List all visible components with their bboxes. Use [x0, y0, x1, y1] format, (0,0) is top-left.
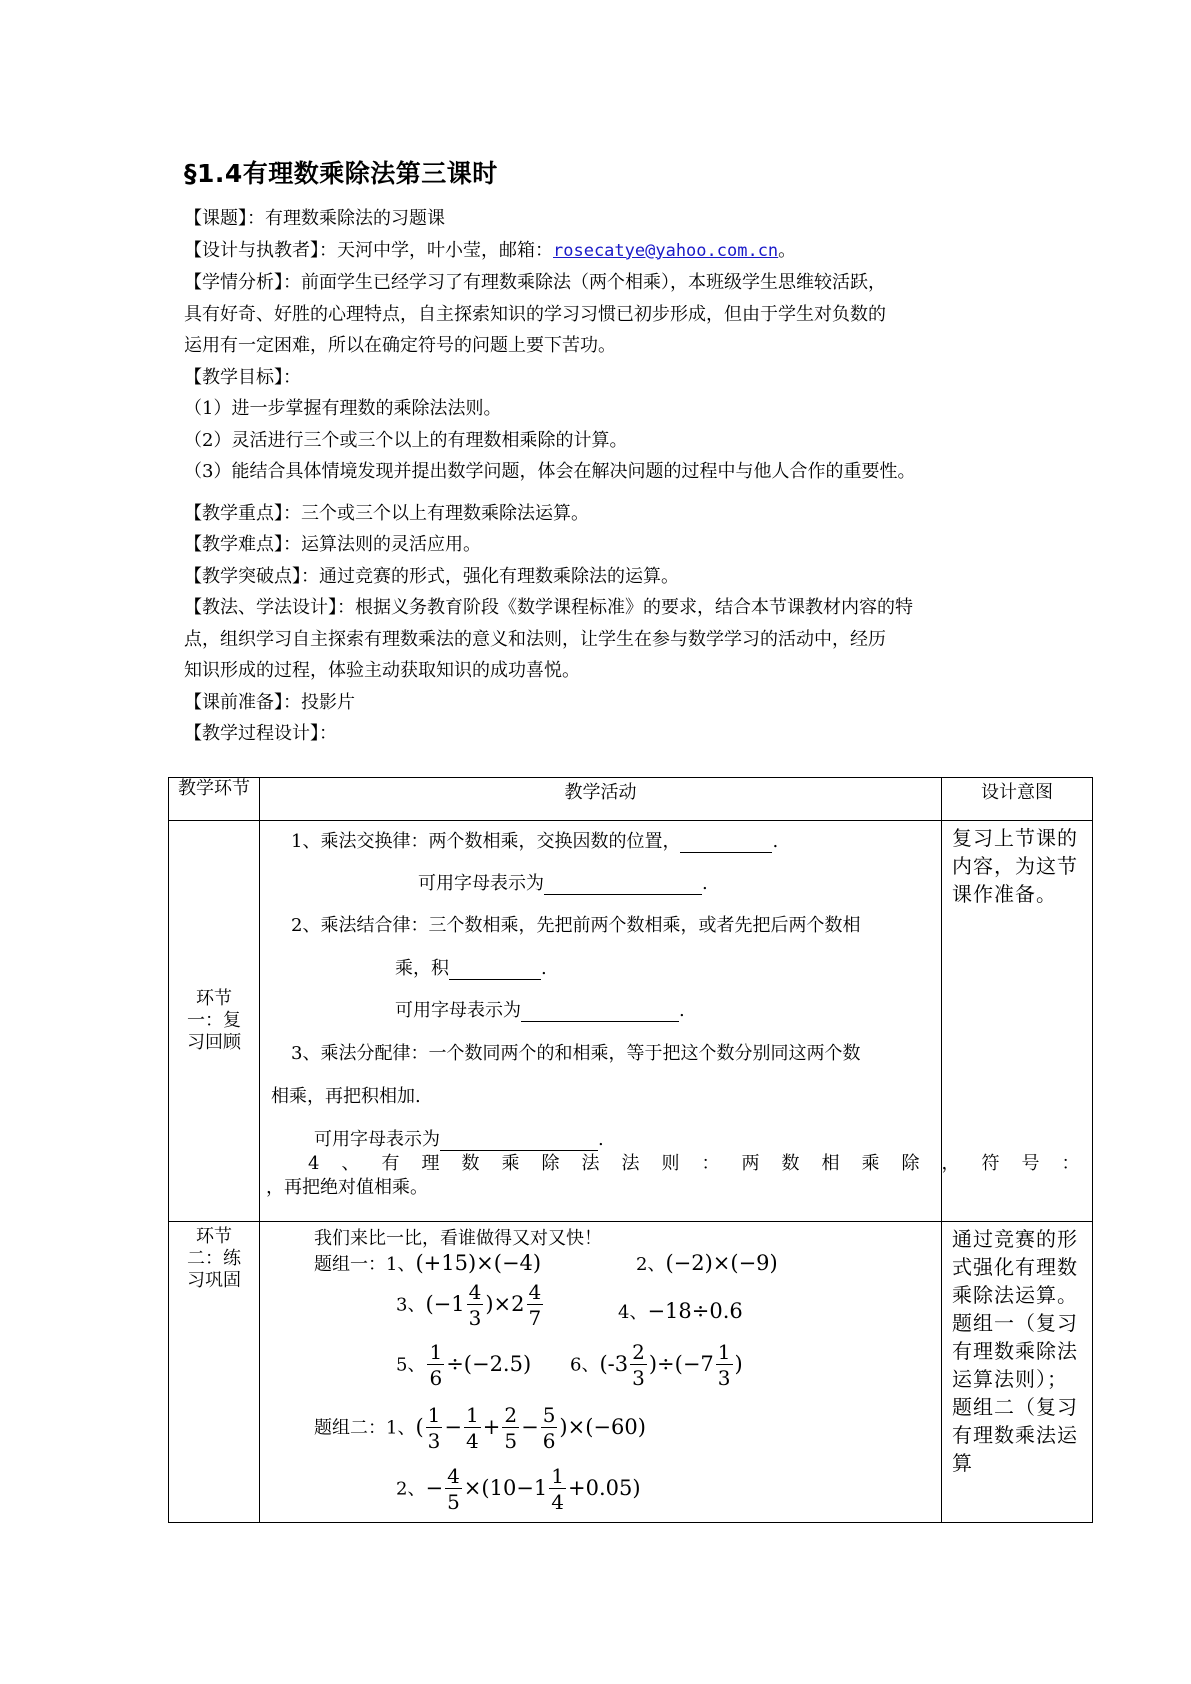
problem-number: 1、	[386, 1254, 416, 1275]
method-line: 点，组织学习自主探索有理数乘法的意义和法则，让学生在参与数学学习的活动中，经历	[184, 628, 886, 650]
key-point-line: 【教学重点】：三个或三个以上有理数乘除法运算。	[184, 502, 589, 524]
review-line-5	[395, 996, 685, 1022]
problem-number: 5、	[396, 1354, 426, 1376]
email-link[interactable]: rosecatye@yahoo.com.cn	[553, 240, 779, 261]
review-line-4	[395, 954, 547, 980]
designer-prefix: 【设计与执教者】：天河中学，叶小莹，邮箱：	[184, 239, 553, 261]
goal-item: （2）灵活进行三个或三个以上的有理数相乘除的计算。	[184, 429, 628, 451]
group1-problem-4	[618, 1298, 743, 1324]
stage1-intent: 复习上节课的内容，为这节课作准备。	[942, 821, 1093, 1222]
problem-number: 4、	[618, 1302, 648, 1323]
answer-blank	[449, 961, 541, 980]
page-title: §1.4有理数乘除法第三课时	[184, 159, 498, 188]
review-text: 可用字母表示为	[314, 1129, 440, 1150]
group1-label: 题组一：	[314, 1254, 386, 1275]
review-end: .	[598, 1129, 604, 1150]
problem-number: 2、	[636, 1254, 666, 1275]
group2-label: 题组二：	[314, 1417, 386, 1439]
review-line-8	[314, 1125, 604, 1151]
preparation-line: 【课前准备】：投影片	[184, 691, 355, 713]
header-stage: 教学环节	[169, 778, 260, 821]
review-line-7: 相乘，再把积相加.	[271, 1086, 421, 1107]
method-line: 【教法、学法设计】：根据义务教育阶段《数学课程标准》的要求，结合本节课教材内容的特	[184, 597, 913, 618]
analysis-line: 【学情分析】：前面学生已经学习了有理数乘除法（两个相乘），本班级学生思维较活跃，	[184, 272, 886, 293]
review-line-10: ，再把绝对值相乘。	[266, 1177, 428, 1198]
group2-problem-2: 2、− $\frac{4}{5}$ ×(10−1 $\frac{1}{4}$ +0.05)	[396, 1464, 641, 1514]
goals-heading: 【教学目标】：	[184, 366, 301, 388]
table-header-row	[169, 778, 1093, 821]
teaching-process-table	[168, 777, 1102, 1523]
analysis-line: 具有好奇、好胜的心理特点，自主探索知识的学习习惯已初步形成，但由于学生对负数的	[184, 303, 886, 325]
answer-blank	[680, 834, 772, 853]
table-row	[169, 1222, 1093, 1523]
review-end: .	[702, 873, 708, 894]
problem-expression: (−2)×(−9)	[665, 1251, 778, 1275]
exercise-intro: 我们来比一比，看谁做得又对又快！	[314, 1228, 602, 1249]
header-intent: 设计意图	[942, 778, 1093, 821]
stage2-intent: 通过竞赛的形式强化有理数乘除法运算。题组一（复习有理数乘除法运算法则）；题组二（复习有理数乘法运算	[942, 1222, 1093, 1523]
intro-section	[184, 203, 1044, 750]
problem-number: 1、	[386, 1417, 416, 1439]
goal-item: （3）能结合具体情境发现并提出数学问题，体会在解决问题的过程中与他人合作的重要性。	[184, 461, 916, 482]
stage2-activity	[260, 1222, 942, 1523]
group1-problem-6: 6、(-3 $\frac{2}{3}$ )÷(−7 $\frac{1}{3}$ )	[570, 1340, 743, 1390]
review-text: 可用字母表示为	[395, 1000, 521, 1021]
table-row	[169, 821, 1093, 1222]
breakthrough-line: 【教学突破点】：通过竞赛的形式，强化有理数乘除法的运算。	[184, 565, 679, 587]
group1-problem-5: 5、 $\frac{1}{6}$ ÷(−2.5)	[396, 1340, 532, 1390]
review-text: 乘，积	[395, 958, 449, 979]
review-end: .	[679, 1000, 685, 1021]
group2-problem-1: 题组二：1、( $\frac{1}{3}$ − $\frac{1}{4}$ + $\frac{2}{5}$ − $\frac{5}{6}$ )×(−60)	[314, 1403, 646, 1453]
group1-problem-1	[314, 1250, 541, 1276]
problem-number: 3、	[396, 1294, 426, 1316]
review-line-3: 2、乘法结合律：三个数相乘，先把前两个数相乘，或者先把后两个数相	[291, 915, 861, 936]
answer-blank	[521, 1003, 679, 1022]
designer-suffix: 。	[778, 239, 797, 261]
method-line: 知识形成的过程，体验主动获取知识的成功喜悦。	[184, 660, 580, 681]
review-text: 1、乘法交换律：两个数相乘，交换因数的位置，	[291, 831, 681, 852]
designer-line	[184, 235, 1044, 268]
problem-expression: −18÷0.6	[647, 1299, 743, 1323]
review-end: .	[541, 958, 547, 979]
difficulty-line: 【教学难点】：运算法则的灵活应用。	[184, 534, 481, 555]
review-line-1	[291, 827, 778, 853]
problem-number: 2、	[396, 1478, 426, 1500]
topic-line: 【课题】：有理数乘除法的习题课	[184, 208, 445, 229]
problem-number: 6、	[570, 1354, 600, 1376]
answer-blank	[544, 876, 702, 895]
group1-problem-2	[636, 1250, 778, 1276]
review-line-6: 3、乘法分配律：一个数同两个的和相乘，等于把这个数分别同这两个数	[291, 1043, 861, 1064]
review-line-9: 4、有理数乘除法法则：两数相乘除，符号：	[308, 1153, 1102, 1174]
goal-item: （1）进一步掌握有理数的乘除法法则。	[184, 398, 502, 419]
review-text: 可用字母表示为	[418, 873, 544, 894]
analysis-line: 运用有一定困难，所以在确定符号的问题上要下苦功。	[184, 335, 616, 356]
review-line-2	[418, 869, 708, 895]
process-heading: 【教学过程设计】：	[184, 723, 337, 744]
stage1-name	[169, 821, 260, 1222]
header-activity: 教学活动	[260, 778, 942, 821]
group1-problem-3: 3、(−1 $\frac{4}{3}$ )×2 $\frac{4}{7}$	[396, 1280, 542, 1330]
problem-expression: (+15)×(−4)	[415, 1251, 542, 1275]
stage2-name-text: 环节二：练习巩固	[187, 1226, 241, 1291]
review-end: .	[772, 831, 779, 852]
stage1-name-text: 环节一：复习回顾	[187, 988, 241, 1053]
stage2-name	[169, 1222, 260, 1523]
